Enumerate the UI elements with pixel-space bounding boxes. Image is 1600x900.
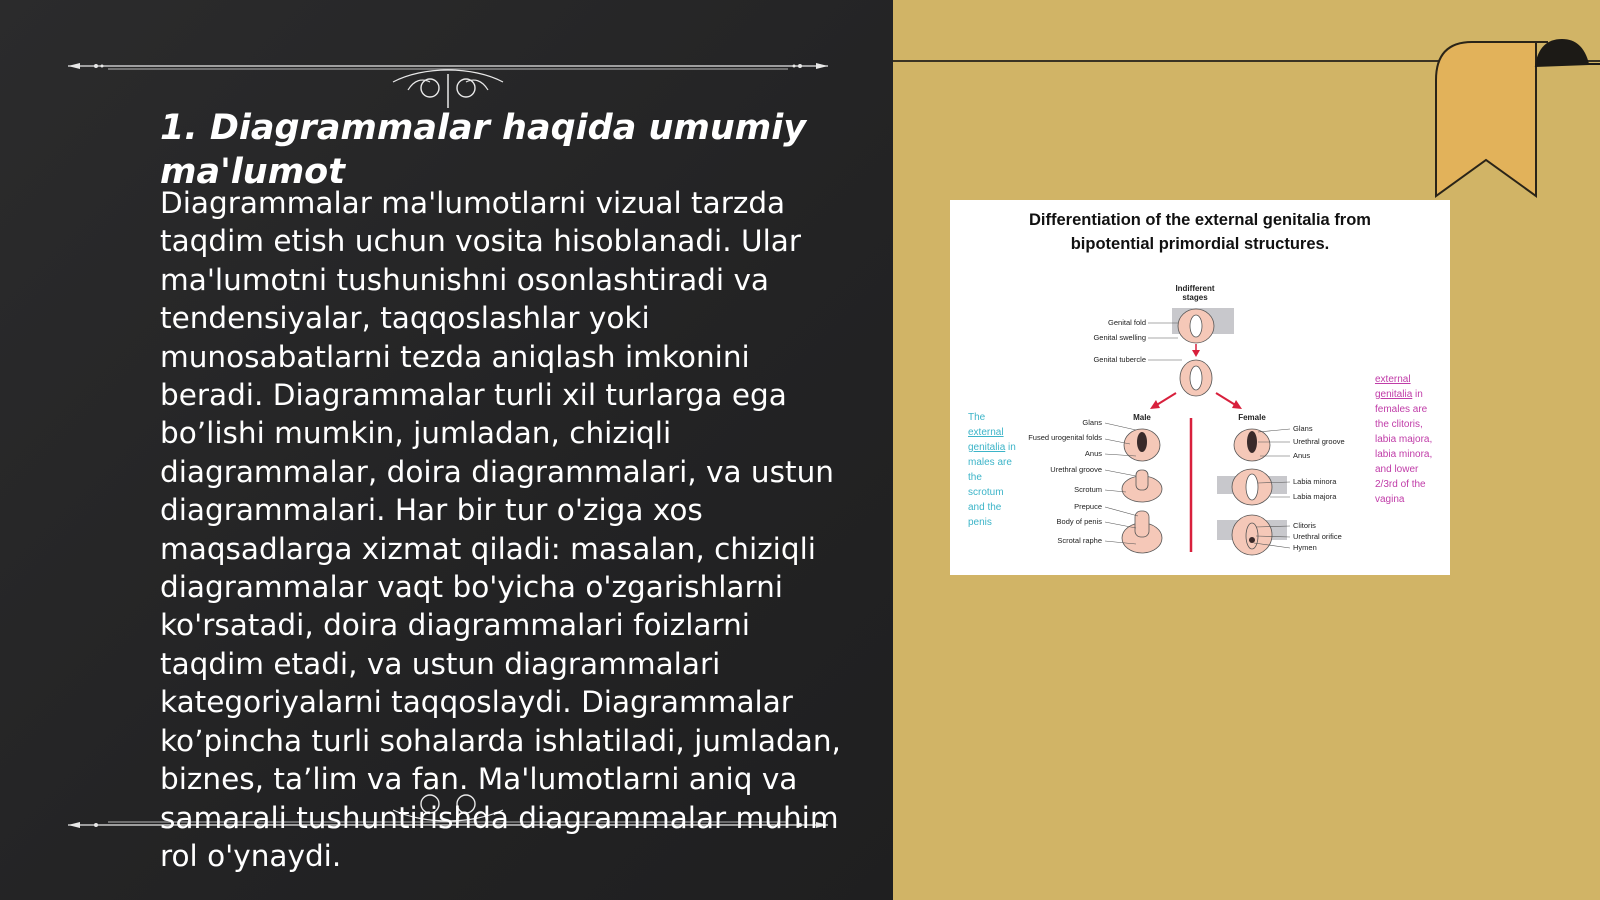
figure-title-line-2: bipotential primordial structures. <box>1070 235 1330 253</box>
male-label-body-of-penis: Body of penis <box>1056 517 1102 526</box>
female-label-urethral-groove: Urethral groove <box>1293 437 1345 446</box>
male-side-note <box>968 410 1018 530</box>
stage-heading-line-2: stages <box>1182 293 1208 302</box>
female-heading: Female <box>1238 413 1266 422</box>
female-label-clitoris: Clitoris <box>1293 521 1316 530</box>
slide-body-text: Diagrammalar ma'lumotlarni vizual tarzda taqdim etish uchun vosita hisoblanadi. Ular ma'lumotni tushunishni osonlashtiradi va tendensiyalar, taqqoslashlar yoki munosabatlarni tezda aniqlash imkonini beradi. Diagrammalar turli xil turlarga ega bo’lishi mumkin, jumladan, chiziqli diagrammalar, doira diagrammalari, va ustun diagrammalari. Har bir tur o'ziga xos maqsadlarga xizmat qiladi: masalan, chiziqli diagrammalar vaqt bo'yicha o'zgarishlarni ko'rsatadi, doira diagrammalari foizlarni taqdim etadi, va ustun diagrammalari kategoriyalarni taqqoslaydi. Diagrammalar ko’pincha turli sohalarda ishlatiladi, jumladan, biznes, ta’lim va fan. Ma'lumotlarni aniq va samarali tushuntirishda diagrammalar muhim rol o'ynaydi. <box>160 186 841 873</box>
male-label-prepuce: Prepuce <box>1074 502 1102 511</box>
male-note-pre: The <box>968 412 986 423</box>
figure-title-line-1: Differentiation of the external genitalia from <box>1029 211 1371 229</box>
male-label-glans: Glans <box>1082 418 1102 427</box>
female-label-glans: Glans <box>1293 424 1313 433</box>
male-note-link[interactable]: external genitalia <box>968 427 1006 453</box>
female-label-labia-minora: Labia minora <box>1293 477 1337 486</box>
male-note-text: in males are the scrotum and the penis <box>968 442 1016 528</box>
male-label-scrotal-raphe: Scrotal raphe <box>1057 536 1102 545</box>
male-heading: Male <box>1133 413 1151 422</box>
genitalia-differentiation-figure <box>950 200 1450 575</box>
female-label-labia-majora: Labia majora <box>1293 492 1337 501</box>
male-label-scrotum: Scrotum <box>1074 485 1102 494</box>
male-label-fused-folds: Fused urogenital folds <box>1028 433 1102 442</box>
male-label-urethral-groove: Urethral groove <box>1050 465 1102 474</box>
female-label-anus: Anus <box>1293 451 1311 460</box>
female-note-link[interactable]: external genitalia <box>1375 374 1413 400</box>
male-label-anus: Anus <box>1084 449 1102 458</box>
bookmark-ribbon-icon <box>1432 36 1600 200</box>
female-note-text: in females are the clitoris, labia majora, labia minora, and lower 2/3rd of the vagina <box>1375 389 1433 505</box>
stage-heading-line-1: Indifferent <box>1175 284 1215 293</box>
female-label-urethral-orifice: Urethral orifice <box>1293 532 1342 541</box>
label-genital-tubercle: Genital tubercle <box>1093 355 1146 364</box>
female-label-hymen: Hymen <box>1293 543 1317 552</box>
label-genital-swelling: Genital swelling <box>1093 333 1146 342</box>
slide-title: 1. Diagrammalar haqida umumiy ma'lumot <box>160 108 807 192</box>
female-side-note <box>1375 372 1435 507</box>
label-genital-fold: Genital fold <box>1108 318 1146 327</box>
